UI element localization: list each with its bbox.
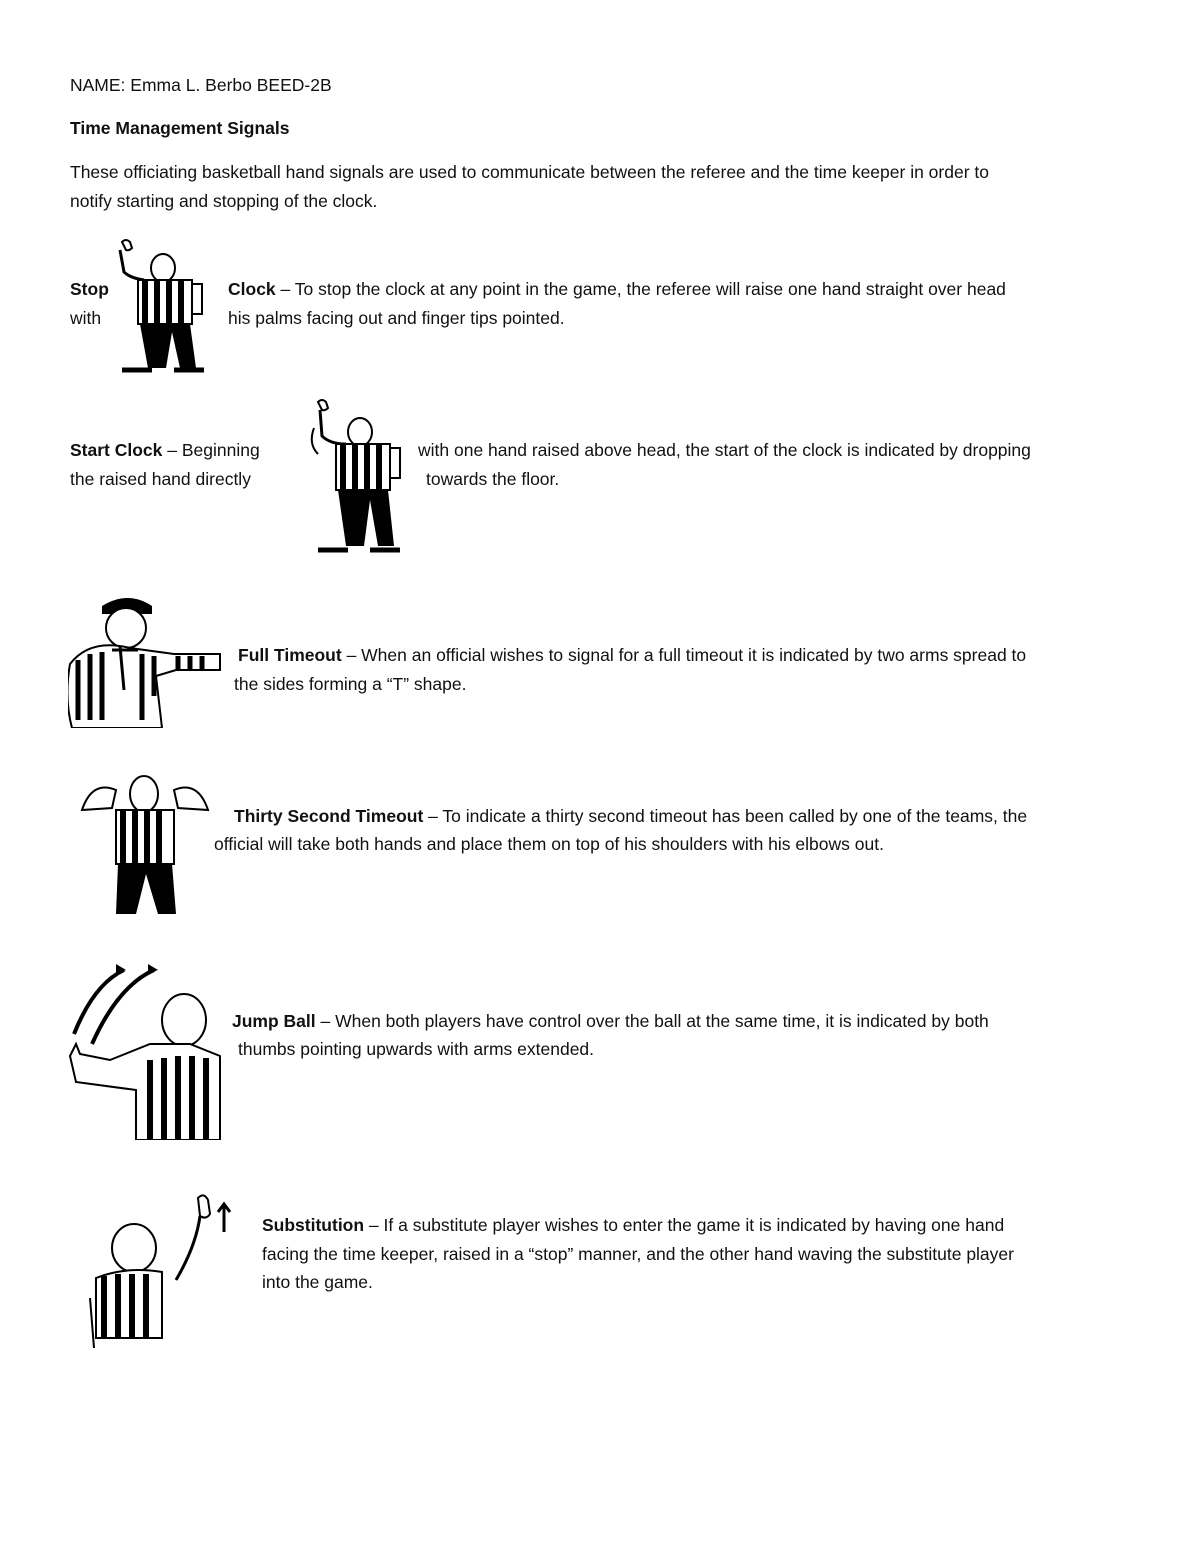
start-clock-desc-1-right: with one hand raised above head, the start of the clock is indicated by dropping: [418, 440, 1031, 460]
full-timeout-line-1: [238, 641, 1026, 670]
substitution-desc-3: into the game.: [262, 1272, 373, 1292]
referee-substitution-figure: [86, 1192, 236, 1348]
stop-clock-line-1: [228, 275, 1006, 304]
thirty-second-desc-1: – To indicate a thirty second timeout has been called by one of the teams, the: [423, 806, 1028, 826]
stop-clock-desc-1: – To stop the clock at any point in the game, the referee will raise one hand straight over head: [275, 279, 1006, 299]
thirty-second-line-1: [234, 802, 1027, 831]
page-title: Time Management Signals: [70, 118, 290, 138]
stop-clock-desc-2: his palms facing out and finger tips pointed.: [228, 308, 565, 328]
referee-full-timeout-figure: [68, 594, 226, 728]
thirty-second-term: Thirty Second Timeout: [234, 806, 424, 826]
jump-ball-line-1: [232, 1007, 989, 1036]
start-clock-line-1-left: [70, 436, 260, 465]
referee-stop-clock-figure: [108, 238, 212, 376]
referee-jump-ball-figure: [66, 960, 224, 1140]
start-clock-desc-2-right: towards the floor.: [426, 469, 560, 489]
full-timeout-term: Full Timeout: [238, 645, 342, 665]
full-timeout-desc-1: – When an official wishes to signal for a full timeout it is indicated by two arms spread to: [341, 645, 1027, 665]
intro-line-2: notify starting and stopping of the clock.: [70, 191, 378, 211]
start-clock-desc-1-left: – Beginning: [162, 440, 260, 460]
jump-ball-desc-2: thumbs pointing upwards with arms extended.: [238, 1039, 595, 1059]
full-timeout-desc-2: the sides forming a “T” shape.: [234, 674, 467, 694]
start-clock-term: Start Clock: [70, 440, 163, 460]
referee-thirty-second-figure: [78, 770, 212, 914]
stop-clock-term-1: Stop: [70, 279, 109, 299]
name-line: NAME: Emma L. Berbo BEED-2B: [70, 75, 332, 95]
referee-start-clock-figure: [306, 398, 410, 556]
jump-ball-term: Jump Ball: [232, 1011, 316, 1031]
stop-clock-line2-left: with: [70, 308, 102, 328]
start-clock-desc-2-left: the raised hand directly: [70, 469, 251, 489]
substitution-term: Substitution: [262, 1215, 365, 1235]
stop-clock-term-2: Clock: [228, 279, 276, 299]
substitution-desc-1: – If a substitute player wishes to enter the game it is indicated by having one hand: [364, 1215, 1005, 1235]
jump-ball-desc-1: – When both players have control over the ball at the same time, it is indicated by both: [315, 1011, 989, 1031]
intro-line-1: These officiating basketball hand signals are used to communicate between the referee and the time keeper in order to: [70, 162, 989, 182]
substitution-desc-2: facing the time keeper, raised in a “stop” manner, and the other hand waving the substitute player: [262, 1244, 1014, 1264]
thirty-second-desc-2: official will take both hands and place them on top of his shoulders with his elbows out.: [214, 834, 884, 854]
substitution-line-1: [262, 1211, 1004, 1240]
